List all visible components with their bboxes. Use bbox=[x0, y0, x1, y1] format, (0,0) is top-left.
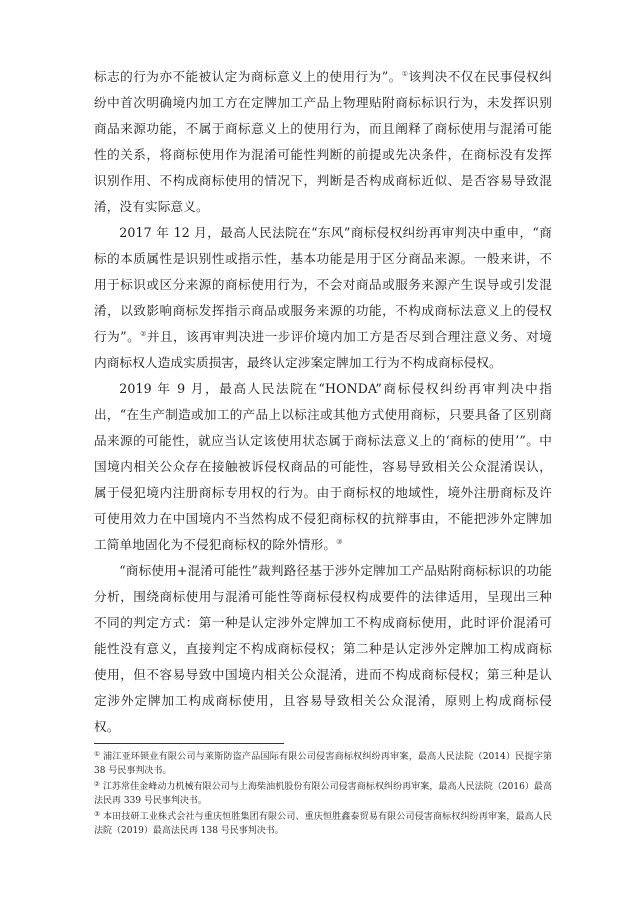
paragraph-2-text-b: 并且，该再审判决进一步评价境内加工方是否尽到合理注意义务、对境内商标权人造成实质损害，最终认定涉案定牌加工行为不构成商标侵权。 bbox=[94, 329, 552, 370]
paragraph-4 bbox=[94, 558, 552, 740]
footnote-mark: ③ bbox=[94, 810, 100, 818]
footnote-text: 浦江亚环锁业有限公司与莱斯防盗产品国际有限公司侵害商标权纠纷再审案，最高人民法院（2014）民提字第 38 号民事判决书。 bbox=[94, 752, 552, 776]
paragraph-1-text-b: 该判决不仅在民事侵权纠纷中首次明确境内加工方在定牌加工产品上物理贴附商标标识行为，未发挥识别商品来源功能，不属于商标意义上的使用行为，而且阐释了商标使用与混淆可能性的关系，将商标使用作为混淆可能性判断的前提或先决条件，在商标没有发挥识别作用、不构成商标使用的情况下，判断是否构成商标近似、是否容易导致混淆，没有实际意义。 bbox=[94, 69, 552, 214]
paragraph-1 bbox=[94, 64, 552, 220]
footnotes bbox=[94, 748, 552, 838]
footnote-ref-3[interactable]: ③ bbox=[336, 538, 343, 546]
footnote-1 bbox=[94, 748, 552, 778]
paragraph-2-text-a: 2017 年 12 月，最高人民法院在“东风”商标侵权纠纷再审判决中重申，“商标的本质属性是识别性或指示性，基本功能是用于区分商品来源。一般来讲，不用于标识或区分来源的商标使用行为，不会对商品或服务来源产生误导或引发混淆，以致影响商标发挥指示商品或服务来源的功能，不构成商标法意义上的侵权行为”。 bbox=[94, 225, 552, 344]
footnote-mark: ① bbox=[94, 750, 101, 758]
paragraph-3-text: 2019 年 9 月，最高人民法院在“HONDA”商标侵权纠纷再审判决中指出，“在生产制造或加工的产品上以标注或其他方式使用商标，只要具备了区别商品来源的可能性，就应当认定该使用状态属于商标法意义上的‘商标的使用’”。中国境内相关公众存在接触被诉侵权商品的可能性，容易导致相关公众混淆误认，属于侵犯境内注册商标专用权的行为。由于商标权的地域性，境外注册商标及许可使用效力在中国境内不当然构成不侵犯商标权的抗辩事由，不能把涉外定牌加工简单地固化为不侵犯商标权的除外情形。 bbox=[94, 381, 552, 552]
footnote-divider bbox=[94, 743, 284, 744]
paragraph-2 bbox=[94, 220, 552, 376]
footnote-ref-1[interactable]: ① bbox=[401, 70, 409, 78]
footnote-3 bbox=[94, 808, 552, 838]
paragraph-3 bbox=[94, 376, 552, 558]
paragraph-4-text: “商标使用+混淆可能性”裁判路径基于涉外定牌加工产品贴附商标标识的功能分析，围绕商标使用与混淆可能性等商标侵权构成要件的法律适用，呈现出三种不同的判定方式：第一种是认定涉外定牌加工不构成商标使用，此时评价混淆可能性没有意义，直接判定不构成商标侵权；第二种是认定涉外定牌加工构成商标使用，但不容易导致中国境内相关公众混淆，进而不构成商标侵权；第三种是认定涉外定牌加工构成商标使用，且容易导致相关公众混淆，原则上构成商标侵权。 bbox=[94, 563, 552, 734]
footnote-2 bbox=[94, 778, 552, 808]
footnote-text: 本田技研工业株式会社与重庆恒胜集团有限公司、重庆恒胜鑫泰贸易有限公司侵害商标权纠纷再审案，最高人民法院（2019）最高法民再 138 号民事判决书。 bbox=[94, 812, 552, 836]
main-text bbox=[94, 64, 552, 740]
footnote-ref-2[interactable]: ② bbox=[140, 330, 147, 338]
footnote-text: 江苏常佳金峰动力机械有限公司与上海柴油机股份有限公司侵害商标权纠纷再审案，最高人民法院（2016）最高法民再 339 号民事判决书。 bbox=[94, 782, 552, 806]
footnote-mark: ② bbox=[94, 780, 100, 788]
paragraph-1-text-a: 标志的行为亦不能被认定为商标意义上的使用行为”。 bbox=[94, 69, 402, 84]
